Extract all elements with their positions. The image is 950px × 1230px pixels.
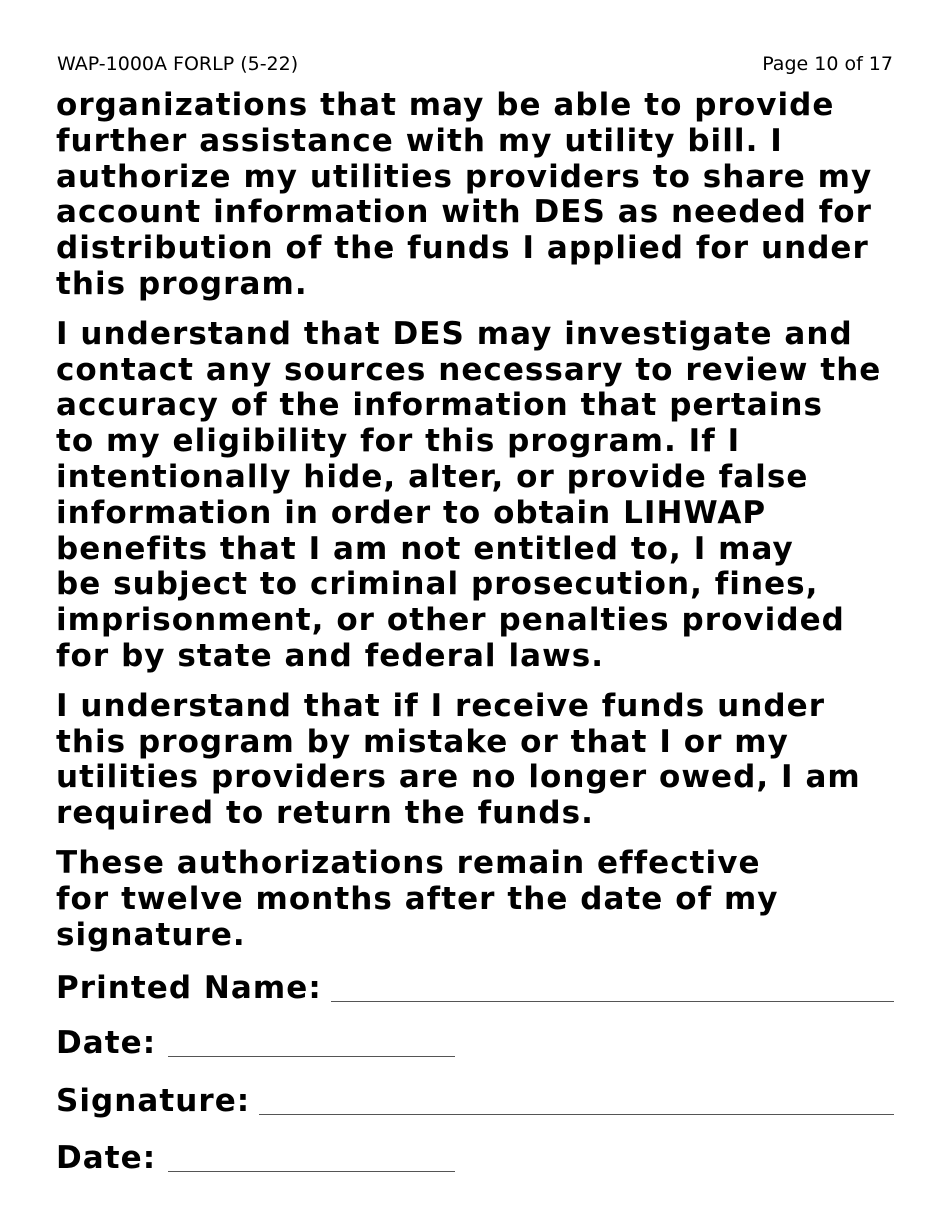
paragraph-utility-sharing [56,88,906,303]
text-line: accuracy of the information that pertains [56,387,824,424]
printed-name-field[interactable] [331,1001,894,1002]
text-line: further assistance with my utility bill. I [56,122,783,159]
signature-field[interactable] [259,1114,894,1115]
paragraph-return-funds [56,689,906,832]
text-line: authorize my utilities providers to share my [56,158,873,195]
date-label: Date: [56,1025,157,1061]
text-line: I understand that DES may investigate and [56,315,853,352]
text-line: to my eligibility for this program. If I [56,423,741,460]
text-line: utilities providers are no longer owed, I am [56,759,861,796]
date-row-1 [56,1021,456,1061]
text-line: signature. [56,916,246,953]
text-line: this program. [56,265,308,302]
text-line: These authorizations remain effective [56,844,761,881]
date-row-2 [56,1136,456,1176]
text-line: account information with DES as needed for [56,194,872,231]
form-id: WAP-1000A FORLP (5-22) [57,53,299,75]
text-line: for twelve months after the date of my [56,880,779,917]
paragraph-investigation [56,317,906,675]
text-line: for by state and federal laws. [56,637,605,674]
text-line: intentionally hide, alter, or provide false [56,458,809,495]
text-line: I understand that if I receive funds under [56,687,826,724]
page-number: Page 10 of 17 [762,53,893,75]
printed-name-row [56,966,894,1006]
signature-label: Signature: [56,1083,251,1119]
authorization-text [56,88,906,967]
date-label: Date: [56,1140,157,1176]
text-line: be subject to criminal prosecution, fines, [56,566,819,603]
date-field-2[interactable] [168,1171,455,1172]
signature-row [56,1079,894,1119]
text-line: organizations that may be able to provide [56,87,835,123]
text-line: information in order to obtain LIHWAP [56,494,767,531]
printed-name-label: Printed Name: [56,970,322,1006]
text-line: benefits that I am not entitled to, I may [56,530,794,567]
text-line: imprisonment, or other penalties provided [56,602,845,639]
date-field-1[interactable] [168,1056,455,1057]
text-line: distribution of the funds I applied for under [56,230,869,267]
text-line: this program by mistake or that I or my [56,723,789,760]
text-line: contact any sources necessary to review the [56,351,882,388]
paragraph-effective-period [56,846,906,953]
text-line: required to return the funds. [56,795,594,832]
